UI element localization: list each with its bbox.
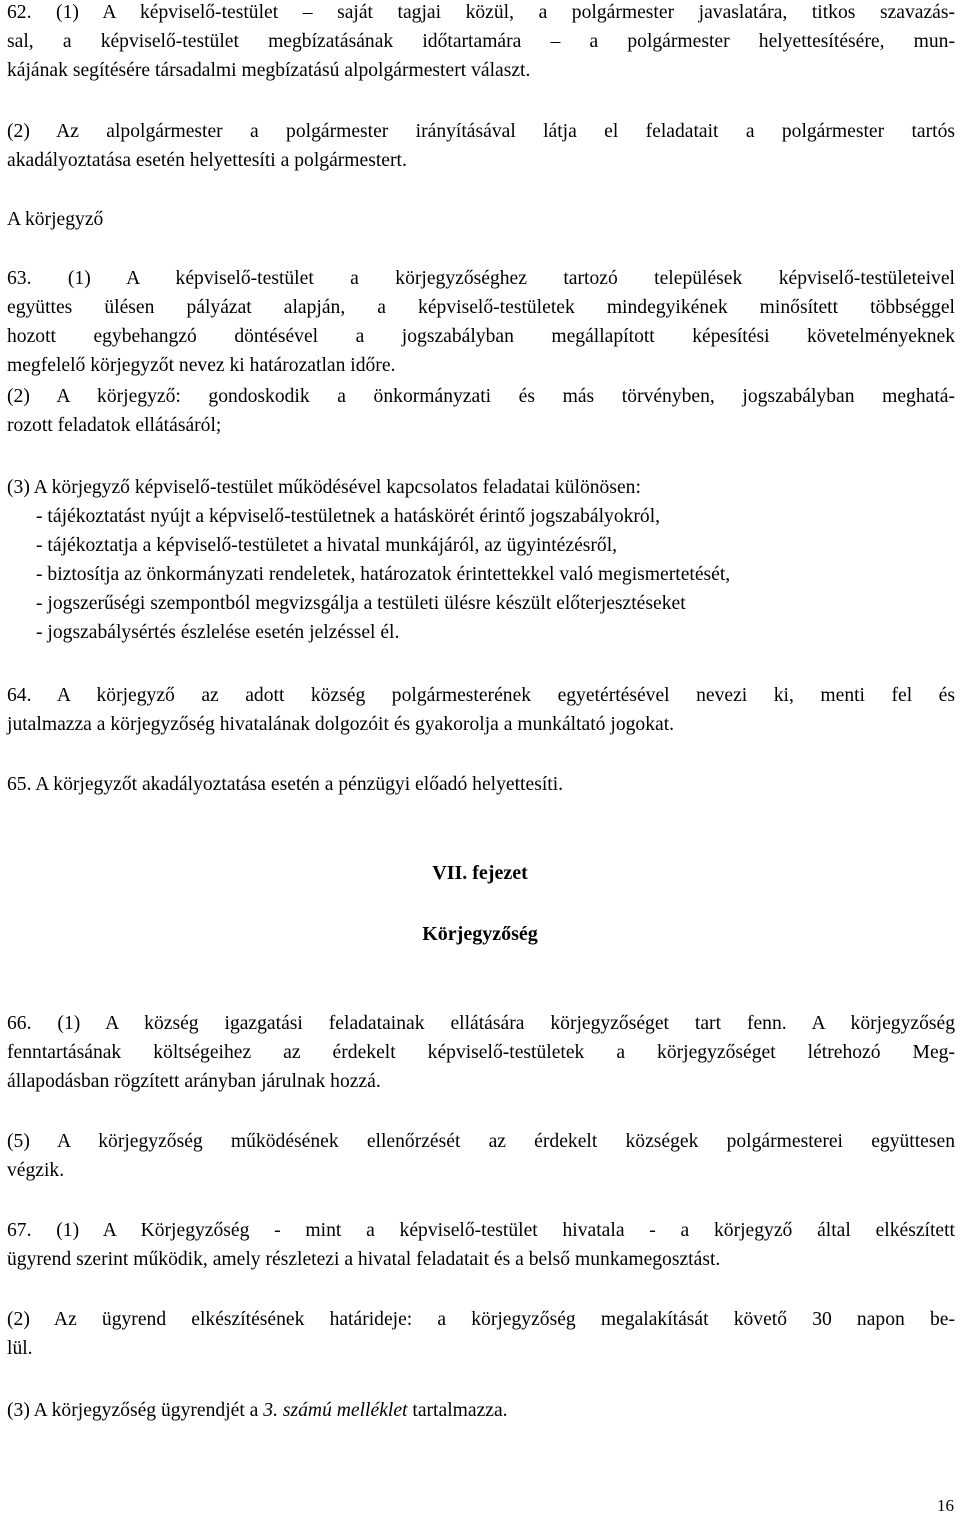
paragraph-line: lül.: [7, 1338, 33, 1359]
list-item: - jogszerűségi szempontból megvizsgálja a testületi ülésre készült előterjesztéseket: [36, 593, 686, 614]
section-66-paragraph-1: [7, 1009, 955, 1096]
chapter-title: Körjegyzőség: [422, 923, 538, 945]
list-item: - jogszabálysértés észlelése esetén jelzéssel él.: [36, 622, 400, 643]
paragraph-text: (3) A körjegyzőség ügyrendjét a: [7, 1400, 264, 1421]
paragraph-line: (5) A körjegyzőség működésének ellenőrzését az érdekelt községek polgármesterei együttesen: [7, 1131, 955, 1152]
chapter-heading: [0, 859, 960, 888]
section-63-paragraph-1: [7, 264, 955, 380]
paragraph-line: jutalmazza a körjegyzőség hivatalának dolgozóit és gyakorolja a munkáltató jogokat.: [7, 714, 675, 735]
paragraph-line: 67. (1) A Körjegyzőség - mint a képviselő-testület hivatala - a körjegyző által elkészített: [7, 1220, 955, 1241]
section-62-line: sal, a képviselő-testület megbízatásának időtartamára – a polgármester helyettesítésére, mun-: [7, 31, 955, 52]
korjegyzo-subtitle: [7, 205, 955, 234]
list-item: - tájékoztatja a képviselő-testületet a hivatal munkájáról, az ügyintézésről,: [36, 535, 618, 556]
paragraph-line: hozott egybehangzó döntésével a jogszabályban megállapított képesítési követelményeknek: [7, 326, 955, 347]
paragraph-line: megfelelő körjegyzőt nevez ki határozatlan időre.: [7, 355, 396, 376]
paragraph-line: (3) A körjegyző képviselő-testület működésével kapcsolatos feladatai különösen:: [7, 477, 641, 498]
paragraph-line: rozott feladatok ellátásáról;: [7, 415, 222, 436]
subtitle-text: A körjegyző: [7, 209, 104, 230]
paragraph-line: ügyrend szerint működik, amely részletezi a hivatal feladatait és a belső munkamegosztást.: [7, 1249, 721, 1270]
list-item: - biztosítja az önkormányzati rendeletek, határozatok érintettekkel való megismertetését,: [36, 564, 731, 585]
paragraph-line: fenntartásának költségeihez az érdekelt képviselő-testületek a körjegyzőséget létrehozó Meg-: [7, 1042, 955, 1063]
paragraph-line: [7, 1396, 955, 1425]
paragraph-line: (2) Az alpolgármester a polgármester irányításával látja el feladatait a polgármester tartós: [7, 121, 955, 142]
section-66-paragraph-5: [7, 1127, 955, 1185]
section-63-paragraph-2: [7, 382, 955, 440]
page-number: 16: [937, 1496, 954, 1515]
paragraph-line: állapodásban rögzített arányban járulnak hozzá.: [7, 1071, 381, 1092]
section-67-paragraph-1: [7, 1216, 955, 1274]
paragraph-line: (2) A körjegyző: gondoskodik a önkormányzati és más törvényben, jogszabályban meghatá-: [7, 386, 955, 407]
paragraph-line: (2) Az ügyrend elkészítésének határideje: a körjegyzőség megalakítását követő 30 napon be-: [7, 1309, 955, 1330]
section-63-paragraph-3: [7, 473, 955, 647]
paragraph-line: 63. (1) A képviselő-testület a körjegyzőséghez tartozó települések képviselő-testületeivel: [7, 268, 955, 289]
paragraph-line: együttes ülésen pályázat alapján, a képviselő-testületek mindegyikének minősített többséggel: [7, 297, 955, 318]
section-67-paragraph-3: [7, 1396, 955, 1425]
section-65: [7, 770, 955, 799]
chapter-title-block: [0, 920, 960, 949]
annex-reference: 3. számú melléklet: [263, 1400, 408, 1421]
section-62-line: kájának segítésére társadalmi megbízatású alpolgármestert választ.: [7, 60, 531, 81]
section-62-line: 62. (1) A képviselő-testület – saját tagjai közül, a polgármester javaslatára, titkos szavazás-: [7, 2, 955, 23]
paragraph-text: tartalmazza.: [407, 1400, 508, 1421]
paragraph-line: 66. (1) A község igazgatási feladatainak ellátására körjegyzőséget tart fenn. A körjegyzőség: [7, 1013, 955, 1034]
paragraph-line: 64. A körjegyző az adott község polgármesterének egyetértésével nevezi ki, menti fel és: [7, 685, 955, 706]
paragraph-line: végzik.: [7, 1160, 65, 1181]
paragraph-line: akadályoztatása esetén helyettesíti a polgármestert.: [7, 150, 407, 171]
section-64: [7, 681, 955, 739]
chapter-number: VII. fejezet: [432, 862, 528, 884]
paragraph-line: 65. A körjegyzőt akadályoztatása esetén a pénzügyi előadó helyettesíti.: [7, 774, 564, 795]
section-67-paragraph-2: [7, 1305, 955, 1363]
section-62: [7, 0, 955, 85]
list-item: - tájékoztatást nyújt a képviselő-testületnek a hatáskörét érintő jogszabályokról,: [36, 506, 661, 527]
section-62-paragraph-2: [7, 117, 955, 175]
